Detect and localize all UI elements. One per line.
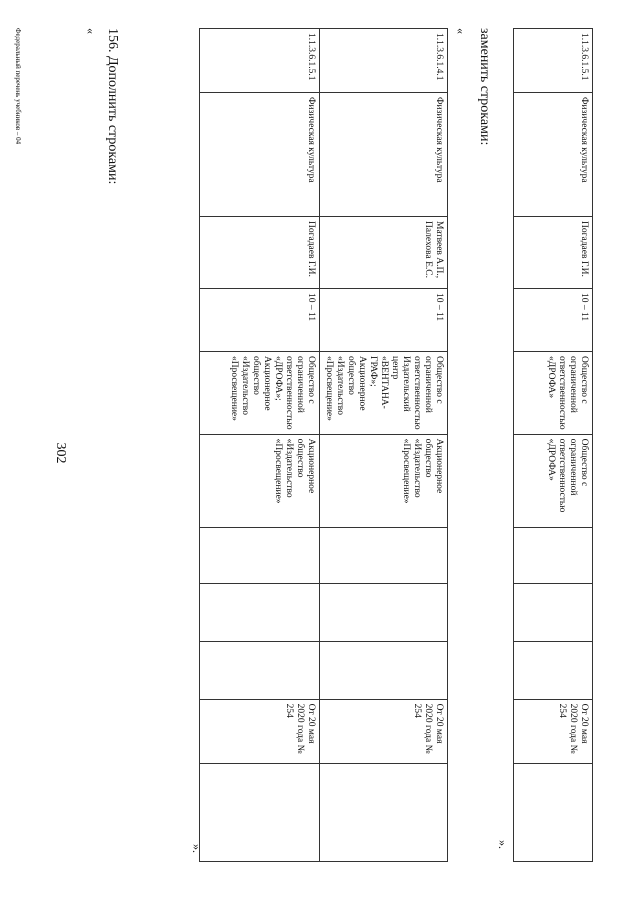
cell-empty bbox=[514, 583, 593, 641]
cell-code: 1.1.3.6.1.5.1 bbox=[200, 29, 320, 93]
cell-order-date: От 20 мая 2020 года № 254 bbox=[200, 699, 320, 763]
cell-empty bbox=[514, 527, 593, 583]
cell-order-date: От 20 мая 2020 года № 254 bbox=[514, 699, 593, 763]
cell-empty bbox=[200, 583, 320, 641]
table-row bbox=[320, 29, 448, 862]
footer-text: Федеральный перечень учебников – 04 bbox=[14, 28, 22, 145]
replace-heading: заменить строками: bbox=[477, 28, 492, 146]
cell-order-date: От 20 мая 2020 года № 254 bbox=[320, 699, 448, 763]
old-row-table bbox=[513, 28, 593, 862]
cell-empty bbox=[320, 641, 448, 699]
page-number: 302 bbox=[53, 442, 68, 464]
cell-code: 1.1.3.6.1.5.1 bbox=[514, 29, 593, 93]
table-row bbox=[514, 29, 593, 862]
cell-authors: Погадаев Г.И. bbox=[514, 217, 593, 289]
open-quote: « bbox=[84, 28, 98, 34]
open-quote: « bbox=[454, 28, 468, 34]
cell-publisher-original: Общество с ограниченной ответственностью Издательский центр «ВЕНТАНА-ГРАФ»; Акционерное общество «Издательство «Просвещение» bbox=[320, 352, 448, 435]
close-quote: ». bbox=[190, 844, 204, 853]
cell-authors: Матвеев А.П., Палехова Е.С. bbox=[320, 217, 448, 289]
cell-authors: Погадаев Г.И. bbox=[200, 217, 320, 289]
cell-empty bbox=[200, 763, 320, 861]
cell-empty bbox=[320, 527, 448, 583]
cell-empty bbox=[200, 527, 320, 583]
cell-publisher-original: Общество с ограниченной ответственностью «ДРОФА» bbox=[514, 352, 593, 435]
cell-empty bbox=[514, 763, 593, 861]
new-rows-table bbox=[199, 28, 448, 862]
cell-empty bbox=[514, 641, 593, 699]
cell-empty bbox=[320, 763, 448, 861]
cell-empty bbox=[200, 641, 320, 699]
cell-grades: 10 – 11 bbox=[514, 289, 593, 352]
cell-grades: 10 – 11 bbox=[200, 289, 320, 352]
cell-publisher-current: Акционерное общество «Издательство «Просвещение» bbox=[200, 434, 320, 527]
cell-publisher-current: Общество с ограниченной ответственностью «ДРОФА» bbox=[514, 434, 593, 527]
cell-grades: 10 – 11 bbox=[320, 289, 448, 352]
cell-subject: Физическая культура bbox=[200, 93, 320, 217]
cell-code: 1.1.3.6.1.4.1 bbox=[320, 29, 448, 93]
close-quote: ». bbox=[496, 840, 510, 849]
cell-publisher-original: Общество с ограниченной ответственностью «ДРОФА»; Акционерное общество «Издательство «Просвещение» bbox=[200, 352, 320, 435]
cell-empty bbox=[320, 583, 448, 641]
cell-subject: Физическая культура bbox=[320, 93, 448, 217]
add-heading: 156. Дополнить строками: bbox=[105, 28, 120, 185]
table-row bbox=[200, 29, 320, 862]
cell-publisher-current: Акционерное общество «Издательство «Просвещение» bbox=[320, 434, 448, 527]
cell-subject: Физическая культура bbox=[514, 93, 593, 217]
